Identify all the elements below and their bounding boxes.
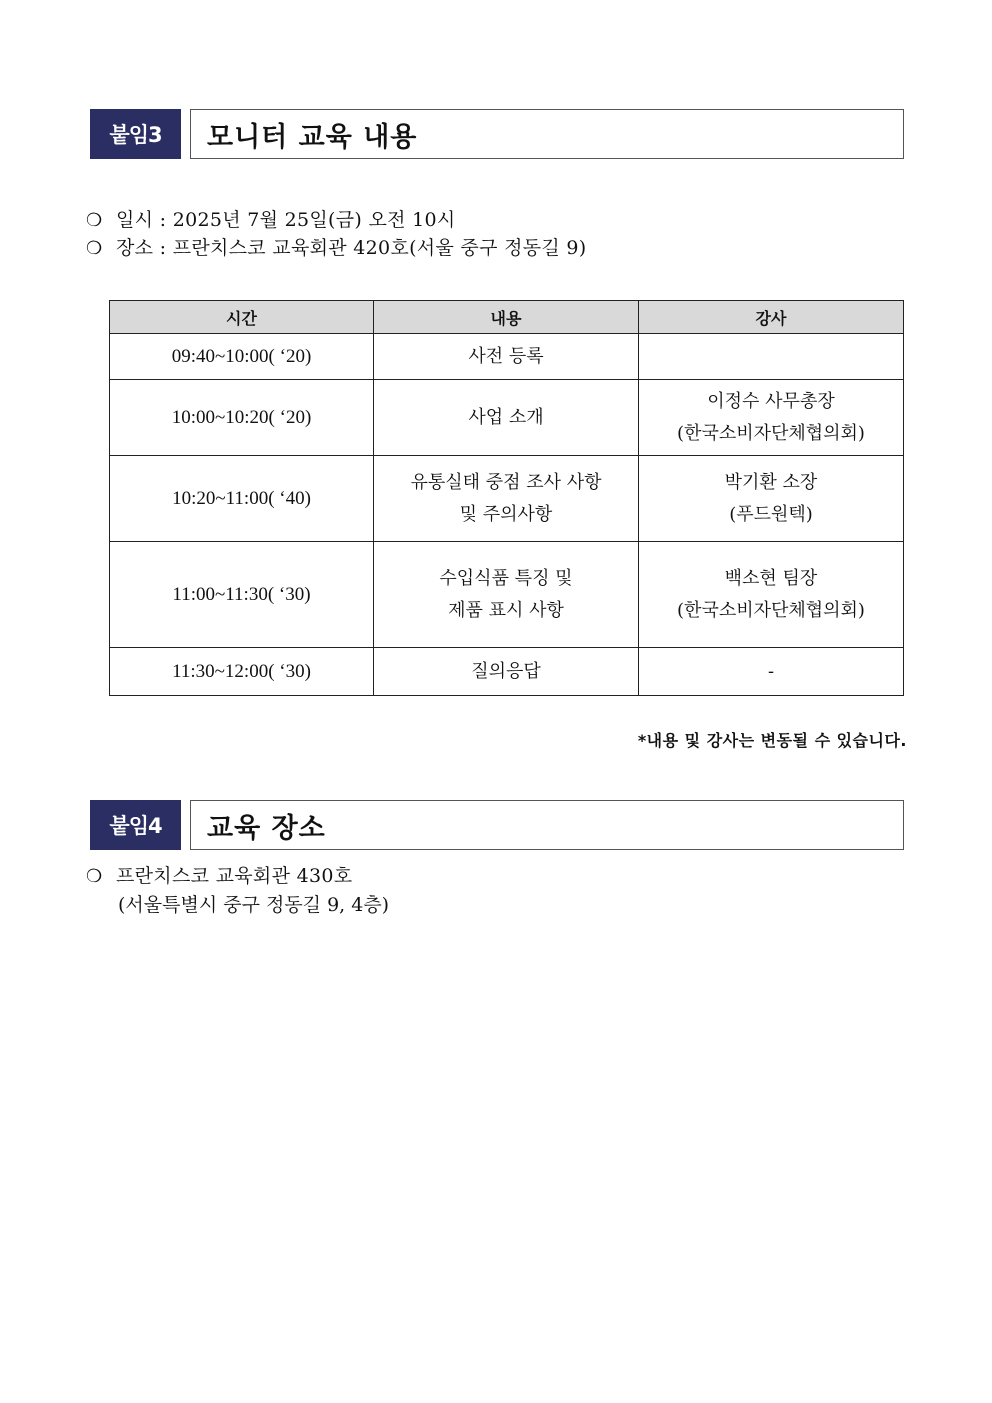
content-line: 수입식품 특징 및: [439, 567, 573, 589]
time-cell: 11:00~11:30( ‘30): [110, 542, 374, 648]
venue-address: (서울특별시 중구 정동길 9, 4층): [118, 894, 390, 916]
header-speaker: 강사: [639, 301, 904, 334]
section4-title: 교육 장소: [190, 800, 904, 850]
header-content: 내용: [374, 301, 639, 334]
section3-tag: 붙임3: [90, 109, 181, 159]
date-text: 일시 : 2025년 7월 25일(금) 오전 10시: [116, 209, 456, 231]
speaker-name: 박기환 소장: [724, 471, 818, 493]
speaker-cell: [639, 456, 904, 542]
table-row: [110, 380, 904, 456]
table-row: [110, 648, 904, 696]
bullet-icon: ❍: [86, 238, 103, 259]
content-cell: [374, 648, 639, 696]
speaker-name: 이정수 사무총장: [707, 390, 835, 412]
content-line: 사업 소개: [468, 406, 544, 428]
section4-tag: 붙임4: [90, 800, 181, 850]
place-text: 장소 : 프란치스코 교육회관 420호(서울 중구 정동길 9): [116, 237, 587, 259]
section3-header: [90, 109, 904, 159]
date-line: [86, 206, 456, 235]
speaker-cell: [639, 380, 904, 456]
speaker-cell: [639, 648, 904, 696]
speaker-cell: [639, 542, 904, 648]
bullet-icon: ❍: [86, 210, 103, 231]
content-cell: [374, 542, 639, 648]
change-notice: *내용 및 강사는 변동될 수 있습니다.: [637, 731, 907, 750]
speaker-name: 백소현 팀장: [724, 567, 818, 589]
content-cell: [374, 334, 639, 380]
time-cell: 09:40~10:00( ‘20): [110, 334, 374, 380]
venue-line: [86, 862, 352, 891]
time-cell: 11:30~12:00( ‘30): [110, 648, 374, 696]
content-line: 사전 등록: [468, 345, 544, 367]
venue-text: 프란치스코 교육회관 430호: [116, 865, 353, 887]
speaker-org: (푸드원텍): [729, 503, 813, 525]
content-line: 및 주의사항: [459, 503, 553, 525]
header-time: 시간: [110, 301, 374, 334]
section4-header: [90, 800, 904, 850]
time-cell: 10:00~10:20( ‘20): [110, 380, 374, 456]
table-row: [110, 456, 904, 542]
speaker-org: (한국소비자단체협의회): [677, 599, 865, 621]
bullet-icon: ❍: [86, 866, 103, 887]
table-header-row: [110, 301, 904, 334]
content-line: 질의응답: [471, 660, 541, 682]
time-cell: 10:20~11:00( ‘40): [110, 456, 374, 542]
schedule-table: [109, 300, 904, 696]
content-cell: [374, 380, 639, 456]
table-row: [110, 542, 904, 648]
speaker-name: -: [767, 660, 775, 682]
place-line: [86, 234, 586, 263]
section3-title: 모니터 교육 내용: [190, 109, 904, 159]
content-cell: [374, 456, 639, 542]
content-line: 유통실태 중점 조사 사항: [410, 471, 602, 493]
content-line: 제품 표시 사항: [448, 599, 564, 621]
speaker-cell: [639, 334, 904, 380]
table-row: [110, 334, 904, 380]
speaker-org: (한국소비자단체협의회): [677, 422, 865, 444]
